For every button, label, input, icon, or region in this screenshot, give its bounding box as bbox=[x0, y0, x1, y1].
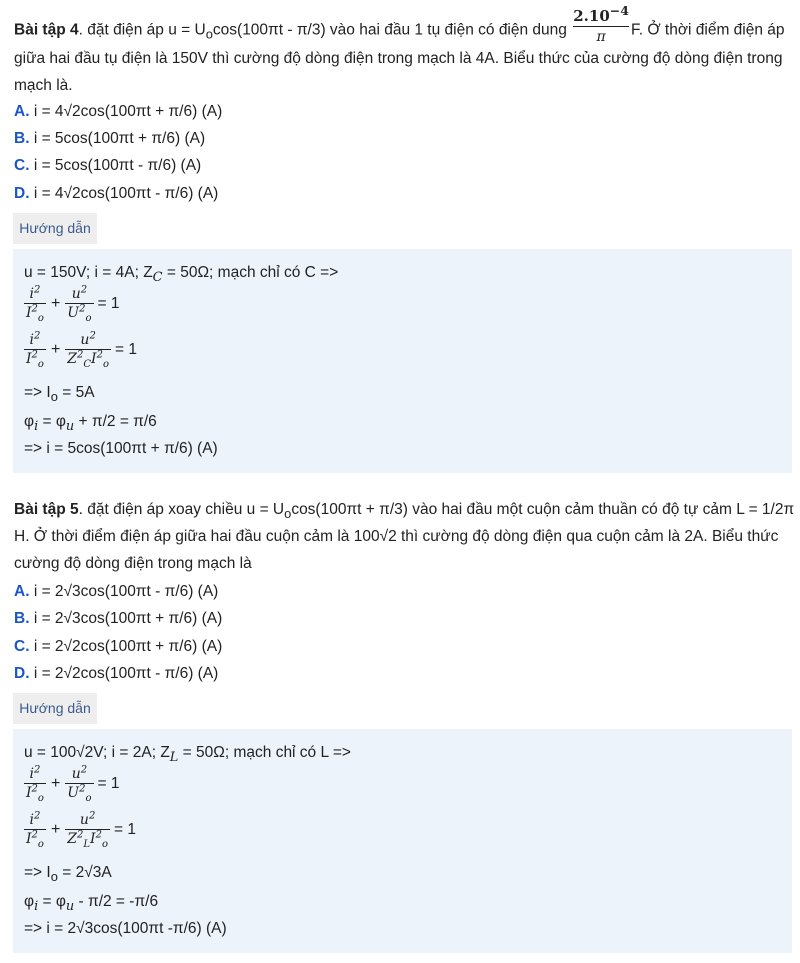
solution-line: u = 150V; i = 4A; $Z_C = 50\Omega$; mạch chỉ có C => bbox=[24, 264, 339, 286]
solution-line: $\varphi_i = \varphi_u - \pi/2 = -\pi/6$ bbox=[24, 893, 159, 915]
question-4-text: Bài tập 4. đặt điện áp $u = U_o\cos(100\pi t - \pi/3)$ vào hai đầu 1 tụ điện có điện dung $\frac{2.10^{-4}}{\pi}$ F. Ở thời điểm điện áp giữa hai đầu tụ điện là 150V thì cường độ dòng điện trong mạch là 4A. Biểu thức của cường độ dòng điện trong mạch là. bbox=[14, 3, 785, 94]
option-d[interactable]: D. i = 2√2cos(100πt - π/6) (A) bbox=[14, 665, 219, 682]
capacitance-fraction: $\frac{2.10^{-4}}{\pi}$ bbox=[573, 3, 629, 45]
solution-line: u = 100√2V; i = 2A; $Z_L = 50\Omega$; mạch chỉ có L => bbox=[24, 744, 351, 766]
option-c[interactable]: C. i = 2√2cos(100πt + π/6) (A) bbox=[14, 638, 223, 655]
option-a[interactable]: A. i = 4√2cos(100πt + π/6) (A) bbox=[14, 103, 223, 120]
option-a[interactable]: A. i = 2√3cos(100πt - π/6) (A) bbox=[14, 583, 219, 600]
option-c[interactable]: C. i = 5cos(100πt - π/6) (A) bbox=[14, 157, 202, 174]
solution-box bbox=[13, 249, 792, 473]
guide-toggle-button[interactable]: Hướng dẫn bbox=[13, 213, 97, 244]
option-d[interactable]: D. i = 4√2cos(100πt - π/6) (A) bbox=[14, 185, 219, 202]
solution-line: => $I_o = 5A$ bbox=[24, 384, 95, 405]
question-4-label: Bài tập 4 bbox=[14, 21, 79, 39]
equation-1: $\frac{i^2}{I^2_o}$ + $\frac{u^2}{U^2_o}$ = 1 bbox=[26, 764, 120, 804]
equation-1: $\frac{i^2}{I^2_o}$ + $\frac{u^2}{U^2_o}$ = 1 bbox=[26, 284, 120, 324]
solution-box bbox=[13, 729, 792, 953]
question-5-text: Bài tập 5. đặt điện áp xoay chiều $u = U_o\cos(100\pi t + \pi/3)$ vào hai đầu một cuộn cảm thuần có độ tự cảm L = 1/2π H. Ở thời điểm điện áp giữa hai đầu cuộn cảm là 100√2 thì cường độ dòng điện qua cuộn cảm là 2A. Biểu thức cường độ dòng điện trong mạch là bbox=[14, 501, 795, 572]
option-b[interactable]: B. i = 5cos(100πt + π/6) (A) bbox=[14, 130, 206, 147]
solution-line: $\varphi_i = \varphi_u + \pi/2 = \pi/6$ bbox=[24, 413, 157, 435]
guide-toggle-button[interactable]: Hướng dẫn bbox=[13, 693, 97, 724]
solution-line: => $I_o = 2√3A$ bbox=[24, 864, 112, 885]
option-b[interactable]: B. i = 2√3cos(100πt + π/6) (A) bbox=[14, 610, 223, 627]
equation-2: $\frac{i^2}{I^2_o}$ + $\frac{u^2}{Z^2_LI^2_o}$ = 1 bbox=[26, 810, 136, 850]
solution-answer: => i = 2√3cos(100πt -π/6) (A) bbox=[24, 920, 227, 937]
equation-2: $\frac{i^2}{I^2_o}$ + $\frac{u^2}{Z^2_CI^2_o}$ = 1 bbox=[26, 330, 137, 370]
solution-answer: => i = 5cos(100πt + π/6) (A) bbox=[24, 440, 218, 457]
question-5-label: Bài tập 5 bbox=[14, 501, 79, 518]
